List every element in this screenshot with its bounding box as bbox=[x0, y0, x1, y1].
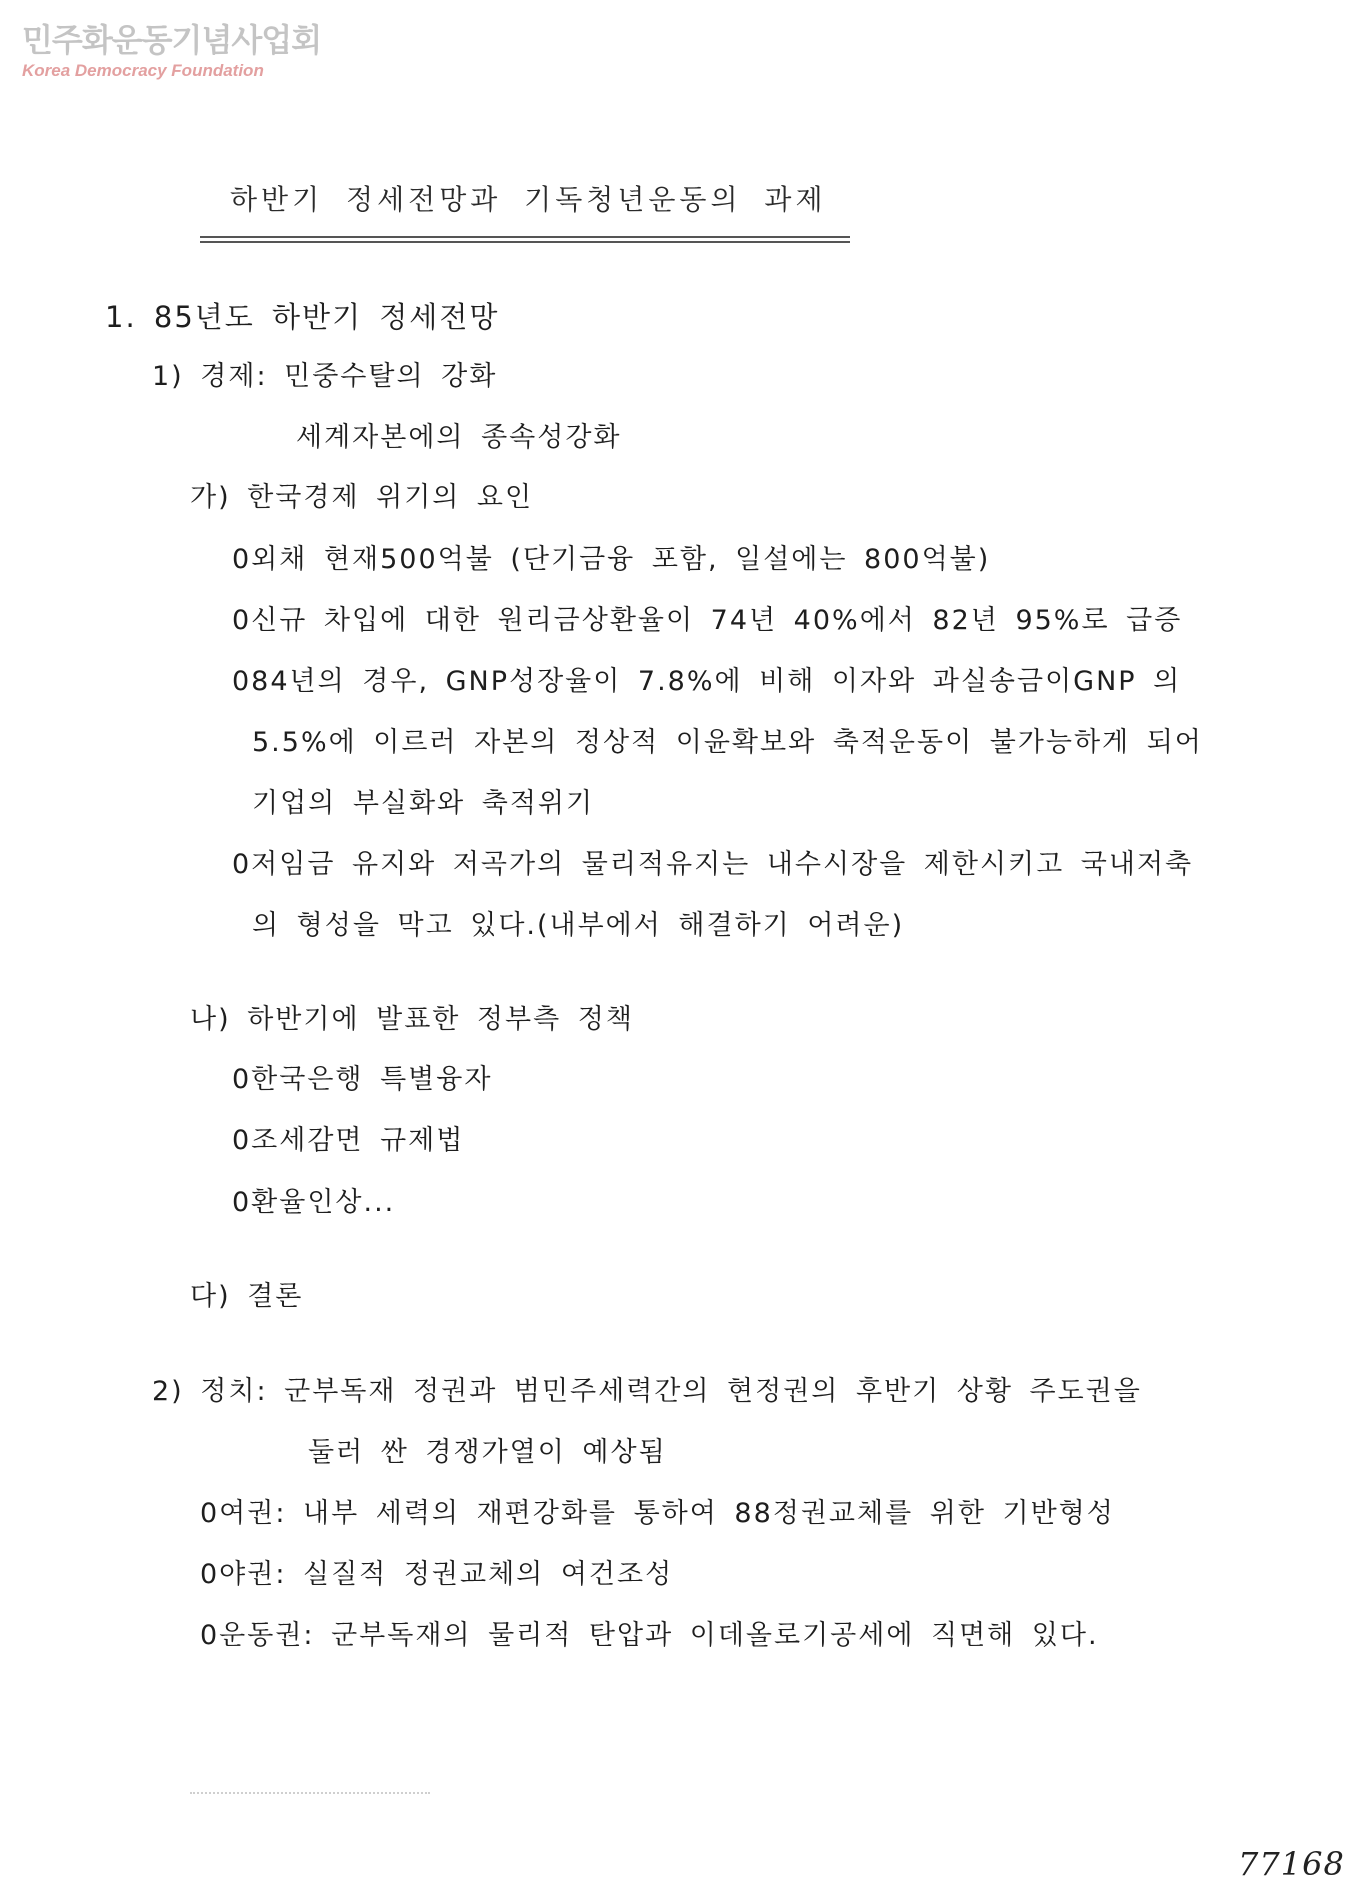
list-item: 0한국은행 특별융자 bbox=[232, 1064, 493, 1095]
list-item: 0야권: 실질적 정권교체의 여건조성 bbox=[200, 1559, 674, 1590]
list-item: 0환율인상... bbox=[232, 1187, 396, 1218]
watermark-english: Korea Democracy Foundation bbox=[22, 61, 264, 80]
list-item-continuation: 기업의 부실화와 축적위기 bbox=[252, 788, 595, 819]
list-item: 0조세감면 규제법 bbox=[232, 1125, 465, 1156]
list-item: 0여권: 내부 세력의 재편강화를 통하여 88정권교체를 위한 기반형성 bbox=[200, 1498, 1115, 1529]
list-item: 0저임금 유지와 저곡가의 물리적유지는 내수시장을 제한시키고 국내저축 bbox=[232, 849, 1194, 880]
title-underline bbox=[200, 236, 850, 238]
watermark-korean: 민주화운동기념사업회 bbox=[22, 21, 322, 59]
economy-label: 1) 경제: 민중수탈의 강화 bbox=[152, 361, 498, 392]
title-underline-second bbox=[200, 241, 850, 243]
list-item: 0운동권: 군부독재의 물리적 탄압과 이데올로기공세에 직면해 있다. bbox=[200, 1620, 1099, 1651]
list-item: 084년의 경우, GNP성장율이 7.8%에 비해 이자와 과실송금이GNP 의 bbox=[232, 666, 1182, 697]
subsection-ga-label: 가) 한국경제 위기의 요인 bbox=[190, 482, 534, 513]
section-heading: 1. 85년도 하반기 정세전망 bbox=[105, 300, 500, 334]
list-item-continuation: 5.5%에 이르러 자본의 정상적 이윤확보와 축적운동이 불가능하게 되어 bbox=[252, 727, 1203, 758]
faint-stamp-mark bbox=[190, 1792, 430, 1808]
subsection-na-label: 나) 하반기에 발표한 정부측 정책 bbox=[190, 1004, 634, 1035]
subsection-da-label: 다) 결론 bbox=[190, 1281, 304, 1312]
politics-sublabel: 둘러 싼 경쟁가열이 예상됨 bbox=[308, 1437, 667, 1468]
economy-sublabel: 세계자본에의 종속성강화 bbox=[296, 422, 622, 453]
watermark-logo bbox=[22, 20, 321, 82]
list-item-continuation: 의 형성을 막고 있다.(내부에서 해결하기 어려운) bbox=[252, 910, 905, 941]
politics-label: 2) 정치: 군부독재 정권과 범민주세력간의 현정권의 후반기 상황 주도권을 bbox=[152, 1376, 1142, 1407]
list-item: 0외채 현재500억불 (단기금융 포함, 일설에는 800억불) bbox=[232, 544, 991, 575]
document-title: 하반기 정세전망과 기독청년운동의 과제 bbox=[230, 183, 827, 216]
archive-number: 77168 bbox=[1238, 1845, 1345, 1883]
list-item: 0신규 차입에 대한 원리금상환율이 74년 40%에서 82년 95%로 급증 bbox=[232, 605, 1183, 636]
